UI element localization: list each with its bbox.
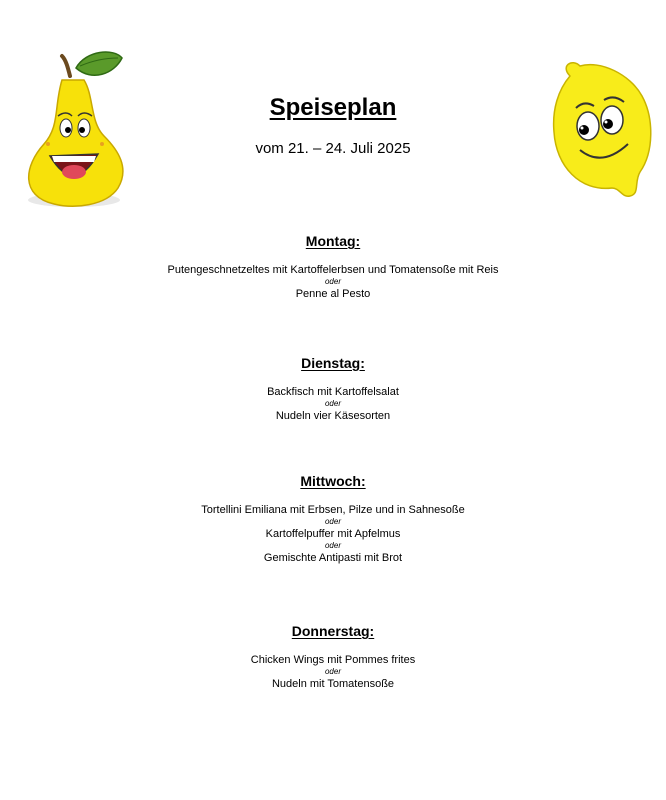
pear-mascot-icon [14,46,136,210]
oder-separator: oder [324,667,341,676]
day-title: Montag: [305,233,361,249]
page-title: Speiseplan [269,94,397,121]
dish-item: Backfisch mit Kartoffelsalat [267,386,399,398]
dish-item: Gemischte Antipasti mit Brot [263,552,403,564]
day-section-montag [0,232,666,301]
day-title: Dienstag: [301,355,365,371]
oder-separator: oder [324,399,341,408]
dish-item: Kartoffelpuffer mit Apfelmus [265,528,401,540]
oder-separator: oder [324,541,341,550]
oder-separator: oder [324,277,341,286]
date-range: vom 21. – 24. Juli 2025 [255,140,411,157]
dish-item: Penne al Pesto [295,288,371,300]
lemon-mascot-icon [550,56,656,202]
day-title: Donnerstag: [291,623,375,639]
day-section-mittwoch [0,472,666,565]
oder-separator: oder [324,517,341,526]
day-title: Mittwoch: [300,473,366,489]
dish-item: Tortellini Emiliana mit Erbsen, Pilze und in Sahnesoße [201,504,465,516]
dish-item: Nudeln vier Käsesorten [275,410,391,422]
dish-item: Putengeschnetzeltes mit Kartoffelerbsen und Tomatensoße mit Reis [167,264,499,276]
day-section-dienstag [0,354,666,423]
dish-item: Chicken Wings mit Pommes frites [250,654,416,666]
day-section-donnerstag [0,622,666,691]
dish-item: Nudeln mit Tomatensoße [271,678,395,690]
